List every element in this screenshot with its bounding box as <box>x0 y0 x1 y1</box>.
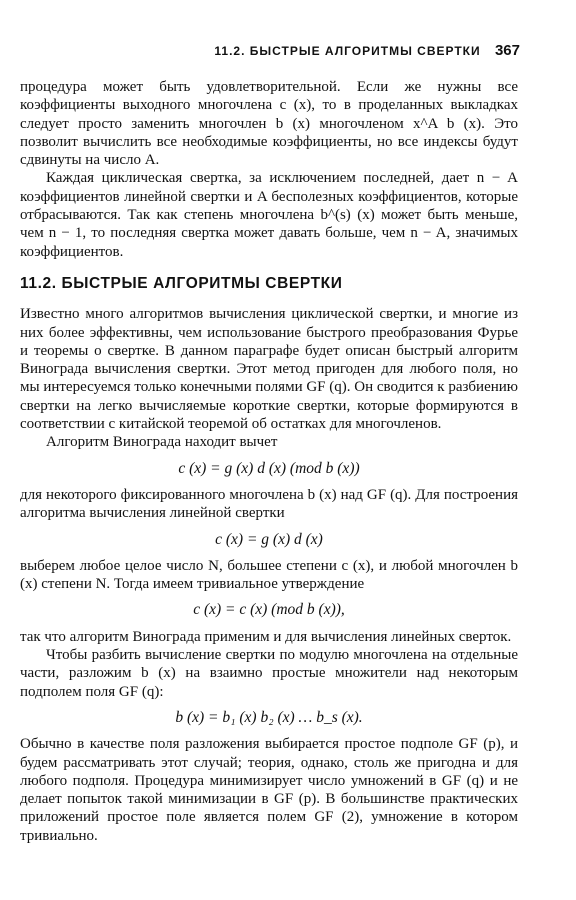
formula-1: c (x) = g (x) d (x) (mod b (x)) <box>178 459 360 477</box>
paragraph-2: Каждая циклическая свертка, за исключением последней, дает n − A коэффициентов линейной свертки и A бесполезных коэффициентов, которые отбрасываются. Так как степень многочлена b^(s) (x) может быть меньше, чем n − 1, то последняя свертка может давать больше, чем n − A, значимых коэффициентов. <box>20 170 518 260</box>
paragraph-1: процедура может быть удовлетворительной. Если же нужны все коэффициенты выходного многочлена c (x), то в проделанных выкладках следует просто заменить многочлен b (x) многочленом x^A b (x). Это позволит вычислить все необходимые коэффициенты, но все индексы будут сдвинуты на число A. <box>20 79 518 169</box>
paragraph-7: так что алгоритм Винограда применим и для вычисления линейных сверток. <box>20 628 512 645</box>
paragraph-8: Чтобы разбить вычисление свертки по модулю многочлена на отдельные части, разложим b (x) на взаимно простые множители над некоторым подполем поля GF (q): <box>20 647 518 700</box>
page-body <box>20 78 518 845</box>
paragraph-9: Обычно в качестве поля разложения выбирается простое подполе GF (p), и будем рассматривать этот случай; теория, однако, столь же пригодна и для любого подполя. Процедура минимизирует число умножений в GF (q) и не делает попыток такой минимизации в GF (p). В большинстве практических приложений простое поле является полем GF (2), умножение в котором тривиально. <box>20 736 518 844</box>
running-head <box>20 42 520 59</box>
paragraph-4: Алгоритм Винограда находит вычет <box>46 434 278 451</box>
page-number: 367 <box>494 42 520 59</box>
section-heading: 11.2. БЫСТРЫЕ АЛГОРИТМЫ СВЕРТКИ <box>20 274 343 292</box>
formula-2: c (x) = g (x) d (x) <box>215 530 323 548</box>
paragraph-6: выберем любое целое число N, большее степени c (x), и любой многочлен b (x) степени N. Тогда имеем тривиальное утверждение <box>20 557 518 593</box>
paragraph-5: для некоторого фиксированного многочлена b (x) над GF (q). Для построения алгоритма вычисления линейной свертки <box>20 486 518 522</box>
paragraph-3: Известно много алгоритмов вычисления циклической свертки, и многие из них более эффективны, чем использование быстрого преобразования Фурье и теоремы о свертке. В данном параграфе будет описан быстрый алгоритм Винограда вычисления свертки. Этот метод пригоден для любого поля, но мы интересуемся только конечными полями GF (q). Он сводится к разбиению свертки на легко вычисляемые короткие свертки, которые формируются в соответствии с китайской теоремой об остатках для многочленов. <box>20 306 518 433</box>
formula-4: b (x) = b₁ (x) b₂ (x) … b_s (x). <box>175 708 363 726</box>
running-head-title: 11.2. БЫСТРЫЕ АЛГОРИТМЫ СВЕРТКИ <box>214 44 481 58</box>
formula-3: c (x) = c (x) (mod b (x)), <box>193 601 345 619</box>
